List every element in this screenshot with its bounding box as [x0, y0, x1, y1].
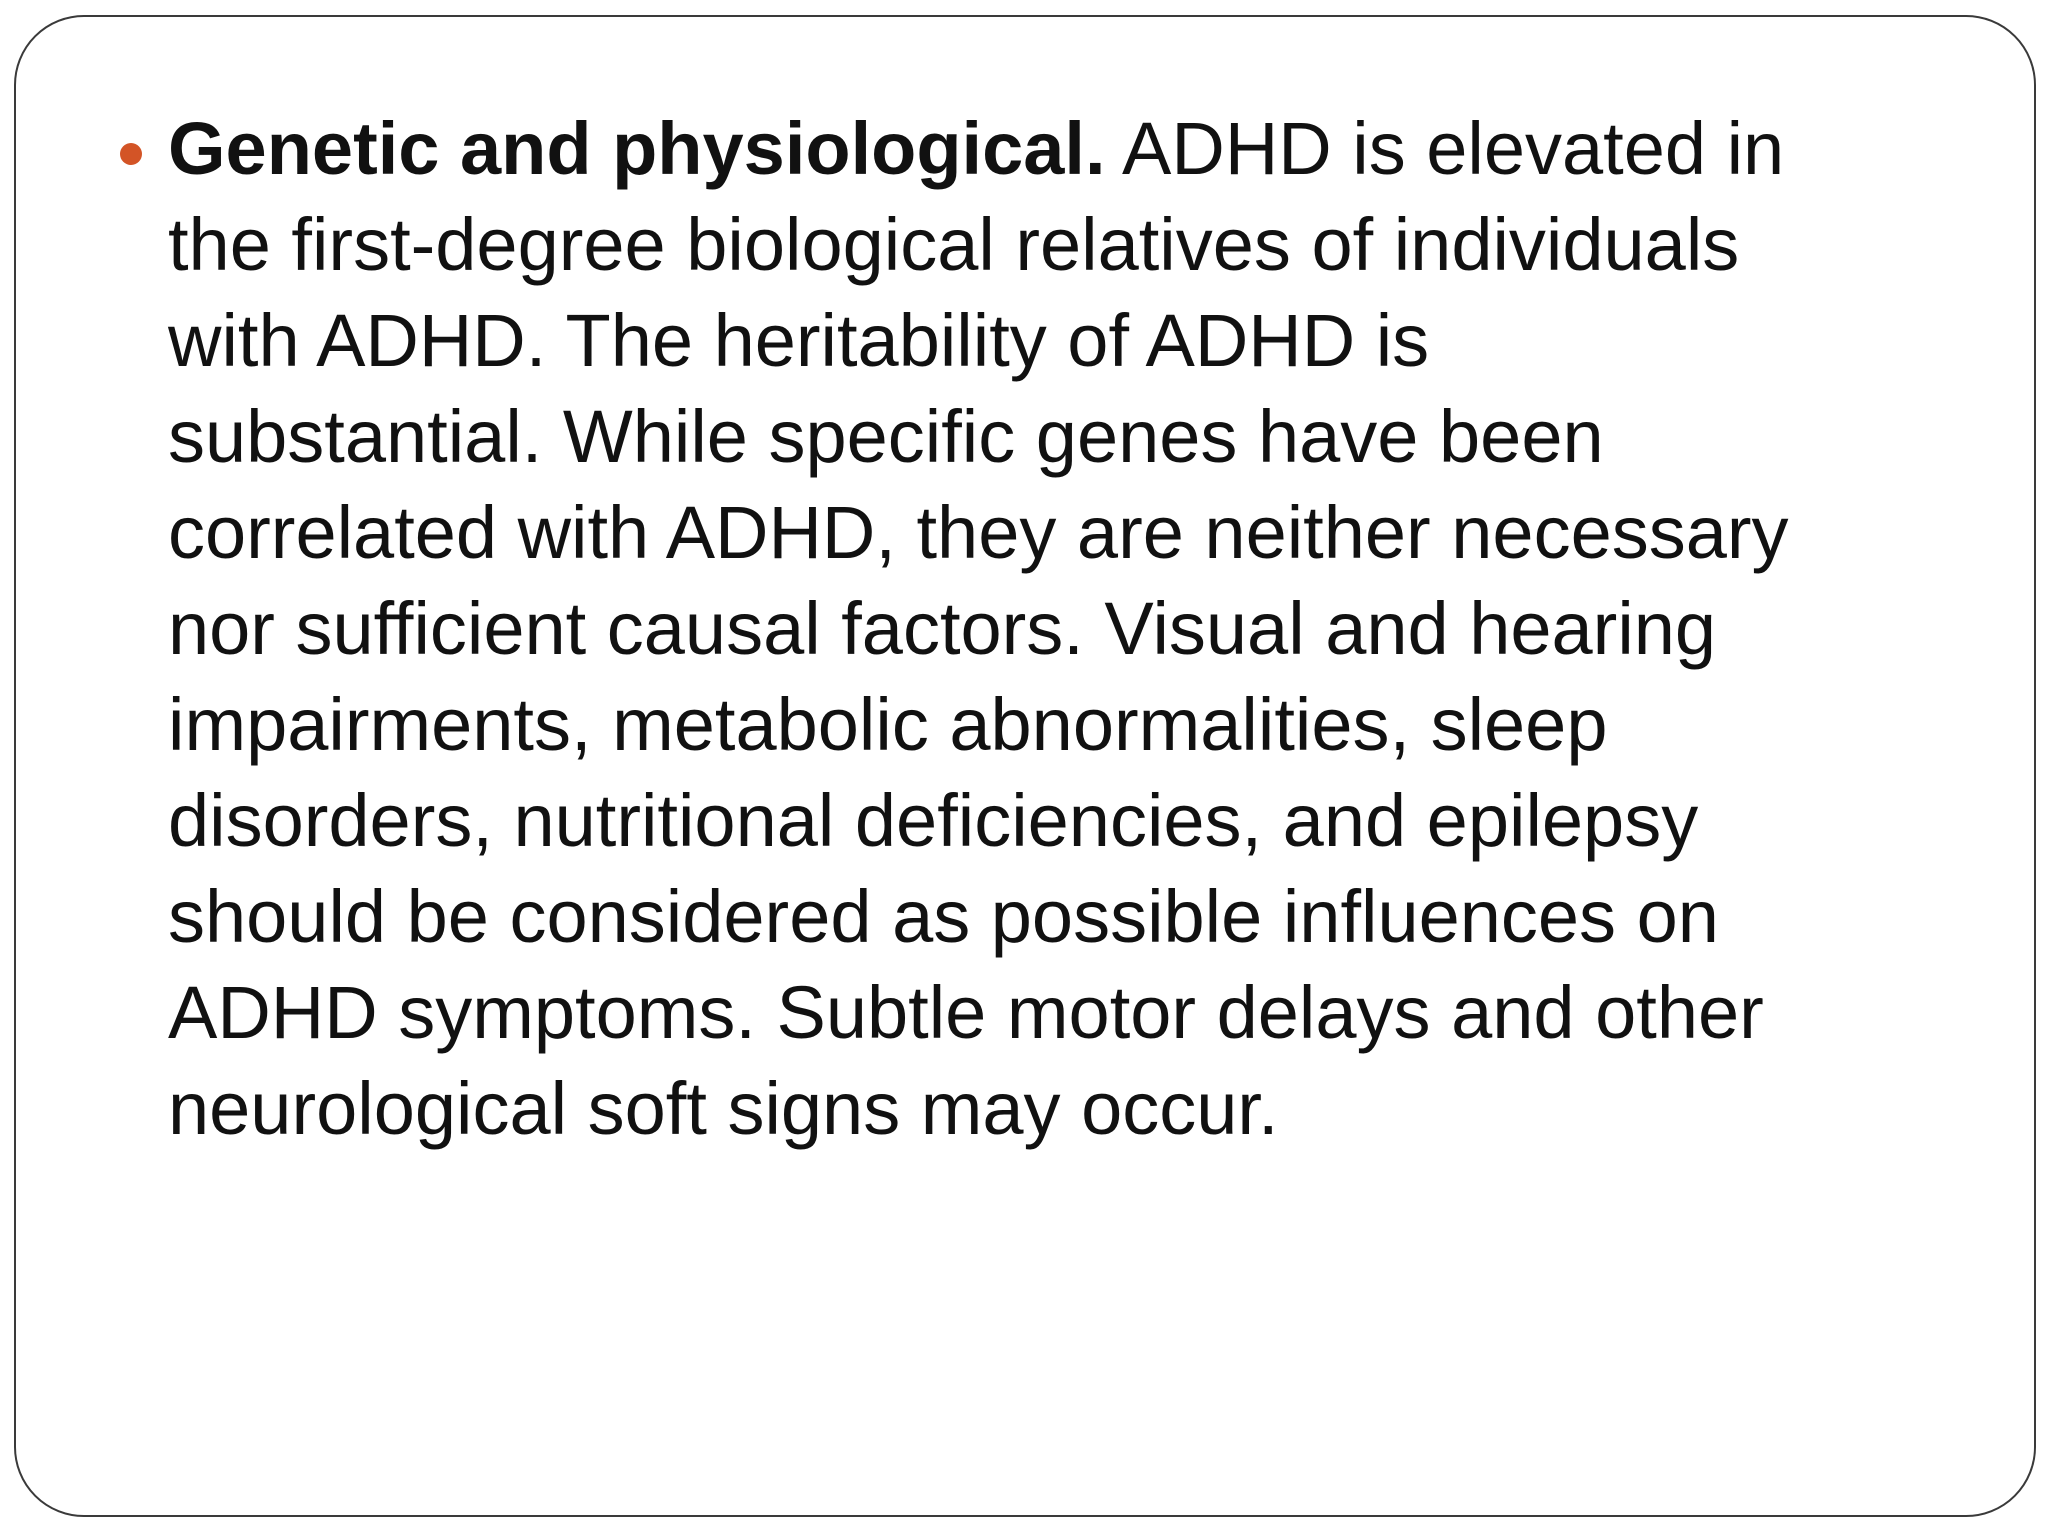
- bullet-lead: Genetic and physiological.: [168, 107, 1106, 190]
- bullet-line: neurological soft signs may occur.: [168, 1067, 1279, 1150]
- bullet-line: ADHD symptoms. Subtle motor delays and other: [168, 971, 1764, 1054]
- text-line-1: [168, 101, 1968, 197]
- bullet-line: substantial. While specific genes have been: [168, 395, 1604, 478]
- bullet-line: with ADHD. The heritability of ADHD is: [168, 299, 1430, 382]
- bullet-line: nor sufficient causal factors. Visual and hearing: [168, 587, 1717, 670]
- bullet-line: ADHD is elevated in: [1105, 107, 1785, 190]
- bullet-text: [168, 101, 1968, 1157]
- bullet-line: should be considered as possible influences on: [168, 875, 1719, 958]
- bullet-line: correlated with ADHD, they are neither necessary: [168, 491, 1789, 574]
- bullet-line: disorders, nutritional deficiencies, and epilepsy: [168, 779, 1699, 862]
- bullet-line: the first-degree biological relatives of individuals: [168, 203, 1740, 286]
- slide-frame: [14, 15, 2036, 1517]
- bullet-line: impairments, metabolic abnormalities, sleep: [168, 683, 1608, 766]
- bullet-dot-icon: [120, 143, 142, 165]
